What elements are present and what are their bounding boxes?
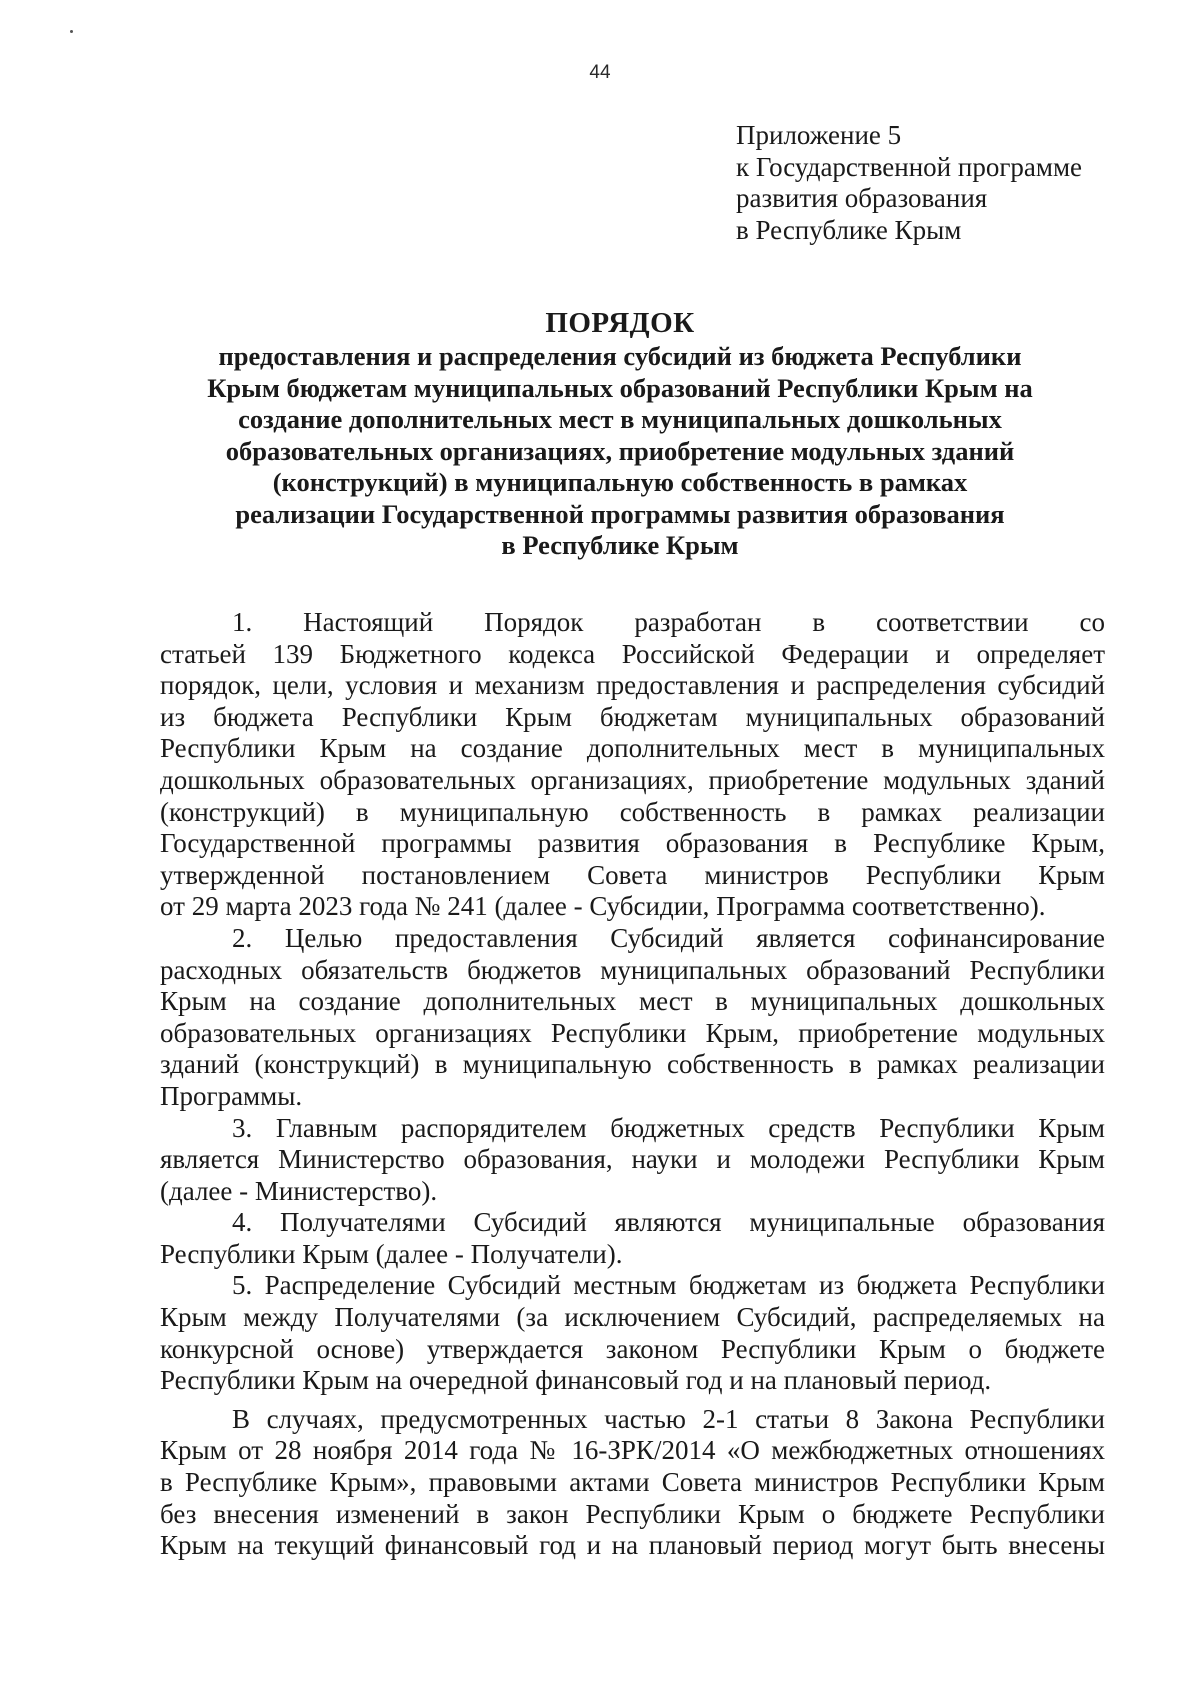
- body-line: 5. Распределение Субсидий местным бюджетам из бюджета Республики: [232, 1270, 1105, 1301]
- document-subtitle: [160, 341, 1080, 562]
- body-line: конкурсной основе) утверждается законом Республики Крым о бюджете: [160, 1333, 1105, 1364]
- page-number: 44: [589, 62, 611, 83]
- subtitle-line: создание дополнительных мест в муниципальных дошкольных: [238, 404, 1002, 434]
- subtitle-line: реализации Государственной программы развития образования: [235, 498, 1005, 529]
- subtitle-line: (конструкций) в муниципальную собственность в рамках: [272, 467, 968, 497]
- appendix-note: [736, 120, 1082, 246]
- document-heading: [160, 305, 1080, 562]
- document-title: ПОРЯДОК: [545, 307, 695, 339]
- body-line: дошкольных образовательных организациях, приобретение модульных зданий: [160, 764, 1105, 795]
- subtitle-line: образовательных организациях, приобретение модульных зданий: [225, 435, 1015, 466]
- subtitle-line: Крым бюджетам муниципальных образований Республики Крым на: [207, 372, 1033, 403]
- body-line: Крым на текущий финансовый год и на плановый период могут быть внесены: [160, 1530, 1105, 1561]
- body-line: из бюджета Республики Крым бюджетам муниципальных образований: [160, 701, 1105, 732]
- body-line: от 29 марта 2023 года № 241 (далее - Субсидии, Программа соответственно).: [160, 891, 1046, 922]
- appendix-line: развития образования: [736, 183, 988, 213]
- appendix-line: к Государственной программе: [736, 151, 1083, 182]
- body-line: расходных обязательств бюджетов муниципальных образований Республики: [160, 954, 1105, 985]
- body-line: 4. Получателями Субсидий являются муниципальные образования: [232, 1207, 1105, 1238]
- body-line: Республики Крым на очередной финансовый год и на плановый период.: [160, 1365, 992, 1396]
- body-line: статьей 139 Бюджетного кодекса Российской Федерации и определяет: [160, 638, 1105, 669]
- appendix-line: в Республике Крым: [736, 214, 962, 245]
- body-line: утвержденной постановлением Совета министров Республики Крым: [160, 859, 1105, 890]
- subtitle-line: в Республике Крым: [501, 530, 739, 560]
- body-line: зданий (конструкций) в муниципальную собственность в рамках реализации: [160, 1049, 1105, 1080]
- body-line: 1. Настоящий Порядок разработан в соответствии со: [232, 607, 1105, 637]
- body-line: без внесения изменений в закон Республики Крым о бюджете Республики: [160, 1498, 1105, 1529]
- body-line: 2. Целью предоставления Субсидий является софинансирование: [232, 922, 1105, 953]
- body-line: Республики Крым на создание дополнительных мест в муниципальных: [160, 733, 1105, 764]
- scan-speck: [70, 30, 73, 33]
- body-line: порядок, цели, условия и механизм предоставления и распределения субсидий: [160, 670, 1105, 701]
- appendix-line: Приложение 5: [736, 120, 902, 150]
- body-line: Крым между Получателями (за исключением Субсидий, распределяемых на: [160, 1302, 1105, 1333]
- body-line: Государственной программы развития образования в Республике Крым,: [160, 828, 1105, 859]
- document-body: [160, 607, 1105, 1562]
- body-line: (конструкций) в муниципальную собственность в рамках реализации: [160, 796, 1105, 827]
- body-line: Программы.: [160, 1080, 303, 1111]
- body-line: В случаях, предусмотренных частью 2-1 статьи 8 Закона Республики: [232, 1403, 1105, 1434]
- body-line: образовательных организациях Республики Крым, приобретение модульных: [160, 1017, 1105, 1048]
- body-line: 3. Главным распорядителем бюджетных средств Республики Крым: [232, 1112, 1105, 1143]
- body-line: (далее - Министерство).: [160, 1175, 438, 1206]
- body-line: Республики Крым (далее - Получатели).: [160, 1238, 623, 1269]
- body-line: является Министерство образования, науки и молодежи Республики Крым: [160, 1144, 1105, 1175]
- subtitle-line: предоставления и распределения субсидий из бюджета Республики: [218, 341, 1022, 371]
- body-line: Крым на создание дополнительных мест в муниципальных дошкольных: [160, 986, 1105, 1017]
- body-line: Крым от 28 ноября 2014 года № 16-ЗРК/2014 «О межбюджетных отношениях: [160, 1435, 1105, 1466]
- body-line: в Республике Крым», правовыми актами Совета министров Республики Крым: [160, 1467, 1105, 1498]
